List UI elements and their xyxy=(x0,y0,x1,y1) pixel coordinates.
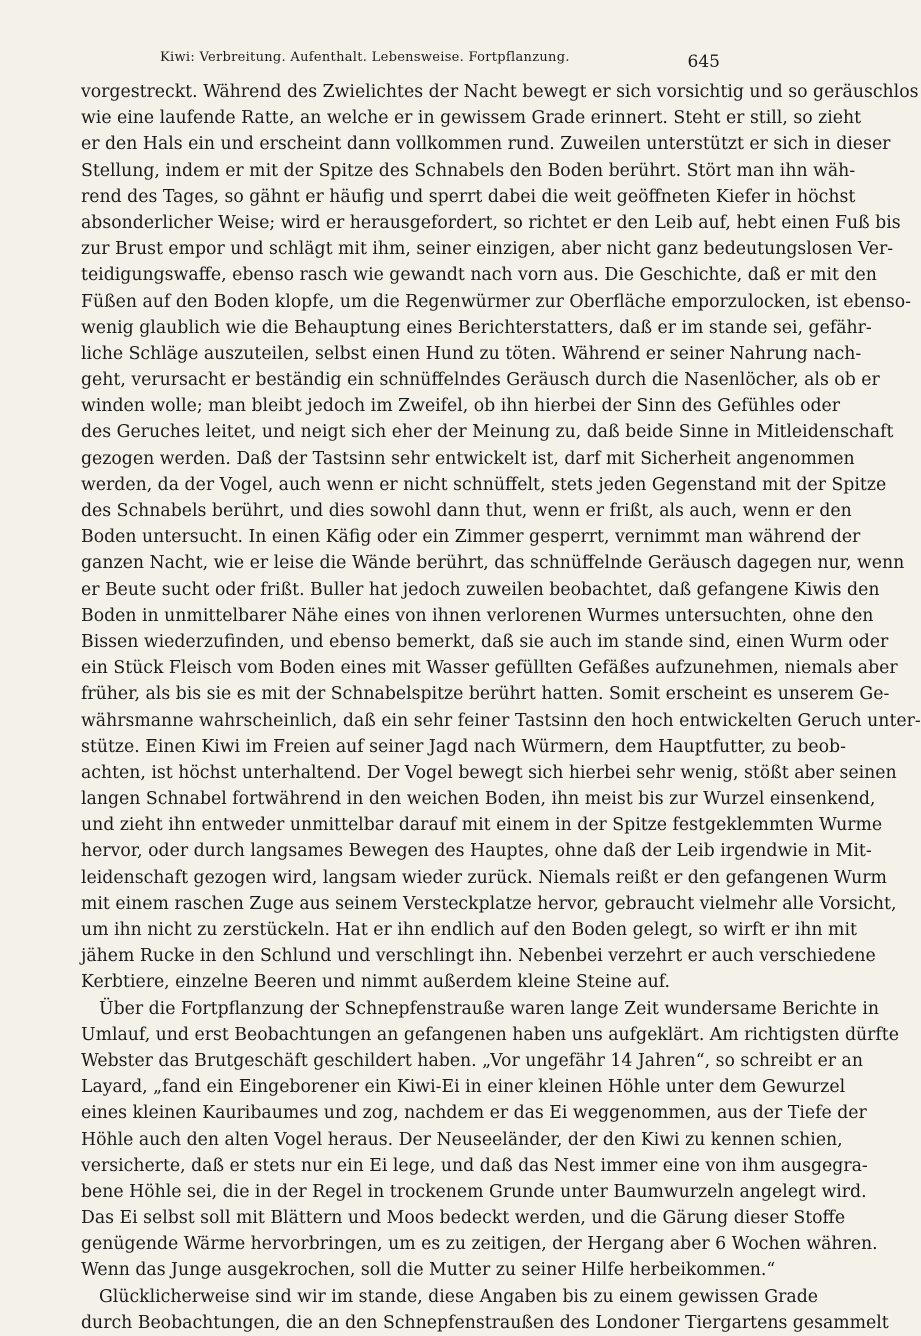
text-line: ein Stück Fleisch vom Boden eines mit Wasser gefüllten Gefäßes aufzunehmen, niemals aber xyxy=(81,658,898,679)
text-line: Layard, „fand ein Eingeborener ein Kiwi-Ei in einer kleinen Höhle unter dem Gewurzel xyxy=(81,1077,846,1098)
running-head xyxy=(80,50,720,74)
text-line: vorgestreckt. Während des Zwielichtes der Nacht bewegt er sich vorsichtig und so geräuschlos xyxy=(81,82,919,102)
text-line: er Beute sucht oder frißt. Buller hat jedoch zuweilen beobachtet, daß gefangene Kiwis den xyxy=(81,579,880,600)
text-line: wie eine laufende Ratte, an welche er in gewissem Grade erinnert. Steht er still, so zieht xyxy=(81,108,862,129)
text-line: währsmanne wahrscheinlich, daß ein sehr feiner Tastsinn den hoch entwickelten Geruch unter- xyxy=(81,710,921,731)
text-line: Stellung, indem er mit der Spitze des Schnabels den Boden berührt. Stört man ihn wäh- xyxy=(81,160,856,181)
text-line: winden wolle; man bleibt jedoch im Zweifel, ob ihn hierbei der Sinn des Gefühles oder xyxy=(81,396,841,417)
text-line: teidigungswaffe, ebenso rasch wie gewandt nach vorn aus. Die Geschichte, daß er mit den xyxy=(81,265,877,286)
text-line: um ihn nicht zu zerstückeln. Hat er ihn endlich auf den Boden gelegt, so wirft er ihn mit xyxy=(81,920,857,940)
text-line: werden, da der Vogel, auch wenn er nicht schnüffelt, stets jeden Gegenstand mit der Spitze xyxy=(81,474,887,495)
text-line: mit einem raschen Zuge aus seinem Versteckplatze hervor, gebraucht vielmehr alle Vorsicht, xyxy=(81,893,897,914)
text-line: wenig glaublich wie die Behauptung eines Berichterstatters, daß er im stande sei, gefähr- xyxy=(81,317,872,338)
text-line: versicherte, daß er stets nur ein Ei lege, und daß das Nest immer eine von ihm ausgegra- xyxy=(81,1155,868,1176)
text-line: Boden in unmittelbarer Nähe eines von ihnen verlorenen Wurmes untersuchten, ohne den xyxy=(81,605,874,626)
text-line: früher, als bis sie es mit der Schnabelspitze berührt hatten. Somit erscheint es unserem Ge- xyxy=(81,684,890,705)
text-line: hervor, oder durch langsames Bewegen des Hauptes, ohne daß der Leib irgendwie in Mit- xyxy=(81,841,872,862)
text-line: achten, ist höchst unterhaltend. Der Vogel bewegt sich hierbei sehr wenig, stößt aber seinen xyxy=(81,762,897,783)
text-line: langen Schnabel fortwährend in den weichen Boden, ihn meist bis zur Wurzel einsenkend, xyxy=(81,789,876,810)
text-line: durch Beobachtungen, die an den Schnepfenstraußen des Londoner Tiergartens gesammelt xyxy=(81,1312,889,1333)
text-line: absonderlicher Weise; wird er herausgefordert, so richtet er den Leib auf, hebt einen Fuß bis xyxy=(81,212,901,233)
text-line: er den Hals ein und erscheint dann vollkommen rund. Zuweilen unterstützt er sich in dieser xyxy=(81,134,891,155)
text-line: jähem Rucke in den Schlund und verschlingt ihn. Nebenbei verzehrt er auch verschiedene xyxy=(81,946,876,967)
paragraph-start-line: Glücklicherweise sind wir im stande, diese Angaben bis zu einem gewissen Grade xyxy=(99,1286,818,1307)
running-title: Kiwi: Verbreitung. Aufenthalt. Lebensweise. Fortpflanzung. xyxy=(160,50,570,65)
text-line: eines kleinen Kauribaumes und zog, nachdem er das Ei weggenommen, aus der Tiefe der xyxy=(81,1103,867,1124)
text-line: gezogen werden. Daß der Tastsinn sehr entwickelt ist, darf mit Sicherheit angenommen xyxy=(81,448,855,469)
text-line: des Geruches leitet, und neigt sich eher der Meinung zu, daß beide Sinne in Mitleidenschaft xyxy=(81,422,894,443)
body-text xyxy=(81,79,921,1336)
text-line: zur Brust empor und schlägt mit ihm, seiner einzigen, aber nicht ganz bedeutungslosen Ver- xyxy=(81,239,894,260)
paragraph-start-line: Über die Fortpflanzung der Schnepfenstrauße waren lange Zeit wundersame Berichte in xyxy=(99,998,880,1019)
text-line: bene Höhle sei, die in der Regel in trockenem Grunde unter Baumwurzeln angelegt wird. xyxy=(81,1181,867,1202)
text-line: und zieht ihn entweder unmittelbar darauf mit einem in der Spitze festgeklemmten Wurme xyxy=(81,815,883,836)
text-line: ganzen Nacht, wie er leise die Wände berührt, das schnüffelnde Geräusch dagegen nur, wenn xyxy=(81,553,905,574)
text-line: Boden untersucht. In einen Käfig oder ein Zimmer gesperrt, vernimmt man während der xyxy=(81,527,861,548)
text-line: Umlauf, und erst Beobachtungen an gefangenen haben uns aufgeklärt. Am richtigsten dürfte xyxy=(81,1024,899,1045)
text-line: liche Schläge auszuteilen, selbst einen Hund zu töten. Während er seiner Nahrung nach- xyxy=(81,343,862,364)
text-line: Webster das Brutgeschäft geschildert haben. „Vor ungefähr 14 Jahren“, so schreibt er an xyxy=(81,1050,863,1071)
text-line: Füßen auf den Boden klopfe, um die Regenwürmer zur Oberfläche emporzulocken, ist ebenso- xyxy=(81,291,912,312)
text-line: Höhle auch den alten Vogel heraus. Der Neuseeländer, der den Kiwi zu kennen schien, xyxy=(81,1129,843,1150)
text-line: genügende Wärme hervorbringen, um es zu zeitigen, der Hergang aber 6 Wochen währen. xyxy=(81,1234,878,1255)
text-line: Das Ei selbst soll mit Blättern und Moos bedeckt werden, und die Gärung dieser Stoffe xyxy=(81,1208,846,1229)
paragraph-end-line: Kerbtiere, einzelne Beeren und nimmt außerdem kleine Steine auf. xyxy=(81,972,671,993)
text-line: Bissen wiederzufinden, und ebenso bemerkt, daß sie auch im stande sind, einen Wurm oder xyxy=(81,631,889,652)
text-line: leidenschaft gezogen wird, langsam wieder zurück. Niemals reißt er den gefangenen Wurm xyxy=(81,867,887,888)
page-number: 645 xyxy=(687,52,720,72)
paragraph-end-line: Wenn das Junge ausgekrochen, soll die Mutter zu seiner Hilfe herbeikommen.“ xyxy=(81,1260,776,1281)
text-line: stütze. Einen Kiwi im Freien auf seiner Jagd nach Würmern, dem Hauptfutter, zu beob- xyxy=(81,736,846,757)
text-line: rend des Tages, so gähnt er häufig und sperrt dabei die weit geöffneten Kiefer in höchst xyxy=(81,186,856,207)
text-line: geht, verursacht er beständig ein schnüffelndes Geräusch durch die Nasenlöcher, als ob er xyxy=(81,370,880,391)
text-line: des Schnabels berührt, und dies sowohl dann thut, wenn er frißt, als auch, wenn er den xyxy=(81,501,852,521)
